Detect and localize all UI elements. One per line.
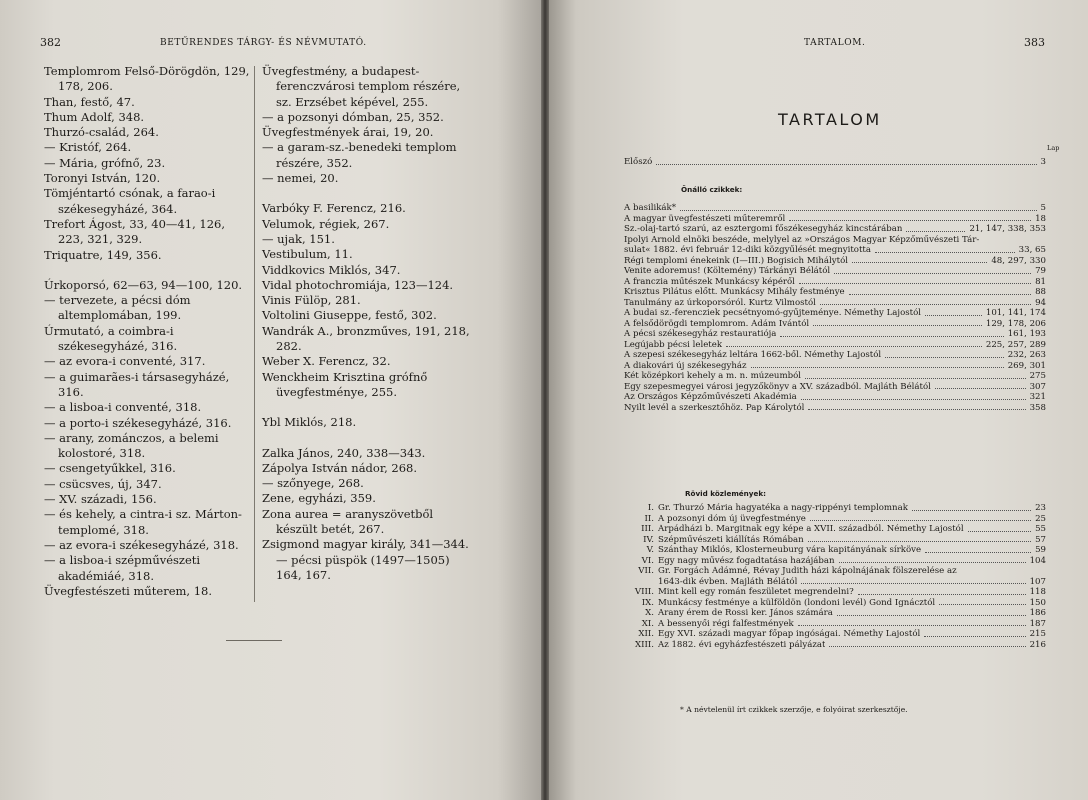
leader-dots — [935, 388, 1026, 389]
toc-entry-title: Egy XVI. századi magyar főpap ingóságai. Némethy Lajostól — [658, 629, 921, 639]
toc-row — [624, 382, 1046, 393]
leader-dots — [810, 520, 1031, 521]
index-entry: — a lisboa-i szépművészeti akadémiáé, 318. — [44, 553, 201, 583]
toc-entry-pages: 232, 263 — [1007, 350, 1046, 360]
toc-entry-title: Sz.-olaj-tartó szarú, az esztergomi főszékesegyház kincstárában — [624, 224, 903, 234]
toc-entry-number: XI. — [641, 618, 654, 629]
toc-row — [624, 566, 1046, 577]
toc-entry-title: Arany érem de Rossi ker. János számára — [658, 608, 833, 618]
leader-dots — [805, 378, 1026, 379]
index-entry: — tervezete, a pécsi dóm altemplomában, 199. — [44, 293, 191, 323]
column-divider — [254, 66, 255, 602]
toc-entry-number: III. — [641, 524, 654, 534]
toc-title: TARTALOM — [778, 110, 882, 129]
index-gap — [262, 431, 474, 446]
index-entry: — ujak, 151. — [262, 231, 335, 246]
index-entry: Vidal photochromiája, 123—124. — [262, 277, 454, 292]
section1-heading-wrap — [681, 182, 881, 198]
index-column-a — [44, 64, 250, 599]
left-page — [0, 0, 541, 800]
toc-entry-number: XII. — [638, 629, 654, 639]
toc-entry-title: Venite adoremus! (Költemény) Tárkányi Bélától — [624, 266, 831, 276]
leader-dots — [789, 220, 1031, 221]
end-rule — [226, 640, 282, 641]
index-entry: — a pozsonyi dómban, 25, 352. — [262, 109, 444, 124]
toc-entry-pages: 104 — [1029, 555, 1046, 566]
section-heading-short-notices: Rövid közlemények: — [685, 489, 767, 498]
toc-entry-pages: 215 — [1029, 629, 1046, 639]
toc-entry-pages: 129, 178, 206 — [985, 318, 1046, 329]
leader-dots — [680, 210, 1036, 211]
toc-section-articles — [624, 203, 1046, 413]
toc-entry-number: II. — [644, 513, 654, 524]
toc-entry-title: Krisztus Pilátus előtt. Munkácsy Mihály festménye — [624, 287, 845, 297]
index-entry: Zápolya István nádor, 268. — [262, 460, 417, 475]
leader-dots — [924, 636, 1025, 637]
index-entry: — a lisboa-i conventé, 318. — [44, 400, 202, 415]
toc-entry-number: X. — [645, 608, 654, 618]
index-entry: — a porto-i székesegyházé, 316. — [44, 415, 232, 430]
toc-entry-pages: 216 — [1029, 639, 1046, 650]
toc-entry-title: Ipolyi Arnold elnöki beszéde, melylyel az »Országos Magyar Képzőművészeti Tár- — [624, 234, 980, 245]
index-entry: — a garam-sz.-benedeki templom részére, 352. — [262, 140, 457, 170]
index-entry: — XV. századi, 156. — [44, 492, 157, 507]
toc-entry-pages: 225, 257, 289 — [985, 339, 1046, 350]
toc-entry-title: Szánthay Miklós, Klosterneuburg vára kapitányának sírköve — [658, 545, 922, 555]
toc-entry-title: A franczia műtészek Munkácsy képéről — [624, 276, 795, 287]
section2-heading-wrap — [685, 486, 885, 502]
toc-row — [624, 392, 1046, 403]
toc-entry-pages: 57 — [1035, 534, 1046, 545]
index-entry: Varbóky F. Ferencz, 216. — [262, 201, 406, 216]
toc-entry-title: A szepesi székesegyház leltára 1662-ből. Némethy Lajostól — [624, 350, 882, 360]
toc-entry-pages: 321 — [1029, 392, 1046, 402]
toc-row — [624, 598, 1046, 609]
toc-row — [624, 235, 1046, 246]
toc-row — [624, 319, 1046, 330]
leader-dots — [925, 552, 1031, 553]
toc-entry-pages: 79 — [1035, 266, 1046, 276]
index-gap — [262, 186, 474, 201]
toc-entry-title: Árpádházi b. Margitnak egy képe a XVII. századból. Némethy Lajostól — [658, 524, 964, 534]
leader-dots — [837, 615, 1026, 616]
toc-entry-pages: 307 — [1029, 381, 1046, 392]
toc-entry-number: VIII. — [634, 587, 654, 597]
toc-entry-number: V. — [646, 545, 654, 555]
index-entry: Ybl Miklós, 218. — [262, 415, 357, 430]
toc-row — [624, 350, 1046, 361]
toc-entry-pages: 88 — [1035, 287, 1046, 297]
index-entry: Templomrom Felső-Dörögdön, 129, 178, 206. — [44, 64, 250, 94]
toc-row — [624, 340, 1046, 351]
toc-row — [624, 203, 1046, 214]
index-entry: — az evora-i székesegyházé, 318. — [44, 537, 239, 552]
toc-entry-pages: 275 — [1029, 371, 1046, 381]
toc-entry-title: A pécsi székesegyház restauratiója — [624, 329, 777, 339]
toc-row — [624, 371, 1046, 382]
toc-entry-title: Egy nagy művész fogadtatása hazájában — [658, 555, 835, 566]
toc-row — [624, 329, 1046, 340]
toc-entry-pages: 161, 193 — [1007, 329, 1046, 339]
index-entry: Vestibulum, 11. — [262, 247, 353, 262]
index-entry: — csengetyűkkel, 316. — [44, 461, 176, 476]
leader-dots — [801, 399, 1026, 400]
toc-entry-pages: 59 — [1035, 545, 1046, 555]
leader-dots — [849, 294, 1031, 295]
toc-entry-title: A magyar üvegfestészeti műteremről — [624, 213, 786, 224]
index-entry: Thurzó-család, 264. — [44, 125, 159, 140]
index-entry: Triquatre, 149, 356. — [44, 247, 162, 262]
leader-dots — [780, 336, 1003, 337]
toc-entry-title: Az 1882. évi egyházfestészeti pályázat — [658, 639, 826, 650]
index-entry: — a guimarães-i társasegyházé, 316. — [44, 369, 230, 399]
toc-entry-title: Munkácsy festménye a külföldön (londoni levél) Gond Ignácztól — [658, 597, 936, 608]
toc-row — [624, 214, 1046, 225]
toc-row — [624, 403, 1046, 414]
toc-entry-number: IV. — [643, 534, 654, 545]
toc-entry-pages: 23 — [1035, 503, 1046, 513]
index-entry: Zene, egyházi, 359. — [262, 491, 376, 506]
index-entry: — az evora-i conventé, 317. — [44, 354, 206, 369]
toc-entry-pages: 107 — [1029, 576, 1046, 587]
leader-dots — [875, 252, 1015, 253]
leader-dots — [799, 283, 1031, 284]
toc-row — [624, 577, 1046, 588]
toc-entry-pages: 5 — [1040, 203, 1046, 213]
toc-entry-number: VI. — [641, 555, 654, 566]
lap-column-label: Lap — [1047, 144, 1060, 152]
index-entry: Trefort Ágost, 33, 40—41, 126, 223, 321, 329. — [44, 216, 225, 247]
toc-entry-number: IX. — [641, 597, 654, 608]
footnote: * A névtelenül írt czikkek szerzője, e folyóirat szerkesztője. — [680, 705, 908, 714]
toc-entry-pages: 186 — [1029, 608, 1046, 618]
index-entry: Than, festő, 47. — [44, 94, 135, 109]
index-entry: Zalka János, 240, 338—343. — [262, 445, 426, 460]
toc-entry-number: I. — [647, 503, 654, 513]
leader-dots — [813, 325, 982, 326]
toc-row — [624, 256, 1046, 267]
leader-dots — [885, 357, 1004, 358]
toc-entry-title: Az Országos Képzőművészeti Akadémia — [624, 392, 797, 402]
index-gap — [262, 400, 474, 415]
index-entry: — és kehely, a cintra-i sz. Márton-templomé, 318. — [44, 507, 242, 537]
toc-entry-title: A diakovári új székesegyház — [624, 360, 747, 371]
leader-dots — [906, 231, 965, 232]
index-entry: — nemei, 20. — [262, 171, 339, 186]
toc-row — [624, 640, 1046, 651]
toc-entry-title: Előszó — [624, 157, 653, 167]
toc-entry-number: VII. — [638, 566, 654, 576]
toc-entry-pages: 101, 141, 174 — [985, 308, 1046, 318]
index-entry: Úrmutató, a coimbra-i székesegyházé, 316. — [44, 323, 178, 354]
toc-entry-title: Egy szepesmegyei városi jegyzőkönyv a XV. századból. Majláth Bélától — [624, 381, 931, 392]
toc-entry-pages: 358 — [1029, 402, 1046, 413]
toc-row — [624, 266, 1046, 277]
leader-dots — [798, 625, 1026, 626]
toc-entry-pages: 187 — [1029, 618, 1046, 629]
toc-row — [624, 361, 1046, 372]
toc-intro — [624, 157, 1046, 168]
leader-dots — [820, 304, 1031, 305]
toc-entry-title: Nyilt levél a szerkesztőhöz. Pap Károlytól — [624, 402, 805, 413]
index-entry: Toronyi István, 120. — [44, 171, 161, 186]
toc-entry-title: A basilikák* — [624, 203, 677, 213]
toc-row — [624, 287, 1046, 298]
toc-row — [624, 298, 1046, 309]
toc-row — [624, 629, 1046, 640]
leader-dots — [801, 583, 1025, 584]
toc-entry-pages: 81 — [1035, 276, 1046, 287]
index-entry: Wenckheim Krisztina grófnő üvegfestménye, 255. — [262, 369, 428, 399]
index-entry: — Mária, grófnő, 23. — [44, 155, 166, 170]
index-entry: Velumok, régiek, 267. — [262, 216, 390, 231]
toc-entry-pages: 48, 297, 330 — [991, 255, 1046, 266]
toc-row — [624, 277, 1046, 288]
toc-row — [624, 308, 1046, 319]
toc-entry-pages: 25 — [1035, 513, 1046, 524]
toc-row — [624, 503, 1046, 514]
index-entry: Viddkovics Miklós, 347. — [262, 262, 401, 277]
leader-dots — [656, 164, 1036, 165]
toc-entry-number: XIII. — [634, 639, 654, 650]
index-entry: Üvegfestmények árai, 19, 20. — [262, 125, 434, 140]
toc-entry-title: Gr. Forgách Ádámné, Révay Judith házi kápolnájának fölszerelése az — [658, 566, 957, 576]
toc-entry-title: Mint kell egy román feszületet megrendelni? — [658, 587, 854, 597]
leader-dots — [912, 510, 1031, 511]
right-page — [549, 0, 1088, 800]
left-running-head: BETŰRENDES TÁRGY- ÉS NÉVMUTATÓ. — [160, 38, 367, 48]
index-entry: Zona aurea = aranyszövetből készült betét, 267. — [262, 506, 434, 537]
section-heading-articles: Önálló czikkek: — [681, 185, 743, 194]
toc-entry-title: sulat« 1882. évi február 12-diki közgyűlését megnyitotta — [624, 245, 872, 255]
left-page-number: 382 — [40, 36, 61, 49]
leader-dots — [808, 409, 1025, 410]
index-entry: Zsigmond magyar király, 341—344. — pécsi püspök (1497—1505) 164, 167. — [262, 537, 469, 582]
toc-entry-pages: 18 — [1035, 213, 1046, 224]
leader-dots — [751, 367, 1004, 368]
index-entry: — szőnyege, 268. — [262, 476, 364, 491]
leader-dots — [808, 541, 1031, 542]
index-entry: Üvegfestészeti műterem, 18. — [44, 583, 213, 598]
toc-entry-pages: 21, 147, 338, 353 — [969, 224, 1046, 234]
leader-dots — [925, 315, 982, 316]
index-entry: Thum Adolf, 348. — [44, 109, 145, 124]
toc-row — [624, 245, 1046, 256]
leader-dots — [968, 531, 1031, 532]
index-entry: Üvegfestmény, a budapest-ferenczvárosi templom részére, sz. Erzsébet képével, 255. — [262, 64, 461, 109]
toc-entry-pages: 3 — [1040, 157, 1046, 167]
index-entry: Vinis Fülöp, 281. — [262, 293, 361, 308]
toc-entry-pages: 118 — [1029, 587, 1046, 597]
index-column-b — [262, 64, 474, 583]
toc-entry-title: A bessenyői régi falfestmények — [658, 618, 794, 629]
leader-dots — [829, 646, 1025, 647]
toc-entry-title: A pozsonyi dóm új üvegfestménye — [658, 513, 806, 524]
book-gutter — [541, 0, 549, 800]
index-gap — [44, 263, 250, 278]
toc-row — [624, 514, 1046, 525]
toc-entry-title: Szépművészeti kiállítás Rómában — [658, 534, 804, 545]
toc-row — [624, 545, 1046, 556]
right-running-head: TARTALOM. — [804, 38, 866, 48]
toc-row — [624, 524, 1046, 535]
leader-dots — [852, 262, 987, 263]
toc-row — [624, 608, 1046, 619]
toc-entry-title: Legújabb pécsi leletek — [624, 339, 723, 350]
index-entry: Úrkoporsó, 62—63, 94—100, 120. — [44, 277, 243, 292]
toc-entry-title: A felsődörögdi templomrom. Ádám Ivántól — [624, 318, 810, 329]
toc-row-intro — [624, 157, 1046, 168]
index-entry: Wandrák A., bronzműves, 191, 218, 282. — [262, 323, 470, 354]
index-entry: — csücsves, új, 347. — [44, 476, 162, 491]
toc-entry-pages: 55 — [1035, 524, 1046, 534]
toc-row — [624, 619, 1046, 630]
toc-entry-pages: 269, 301 — [1007, 360, 1046, 371]
toc-entry-title: Régi templomi énekeink (I—III.) Bogisich Mihálytól — [624, 255, 849, 266]
leader-dots — [726, 346, 982, 347]
toc-entry-title: Tanulmány az úrkoporsóról. Kurtz Vilmostól — [624, 297, 816, 308]
index-entry: Voltolini Giuseppe, festő, 302. — [262, 308, 437, 323]
toc-row — [624, 556, 1046, 567]
toc-entry-title: Gr. Thurzó Mária hagyatéka a nagy-rippényi templomnak — [658, 503, 908, 513]
leader-dots — [839, 562, 1026, 563]
index-entry: — Kristóf, 264. — [44, 140, 132, 155]
toc-entry-title: Két középkori kehely a m. n. múzeumból — [624, 371, 802, 381]
toc-section-short-notices — [624, 503, 1046, 650]
toc-entry-pages: 94 — [1035, 297, 1046, 308]
leader-dots — [834, 273, 1031, 274]
leader-dots — [858, 594, 1026, 595]
toc-row — [624, 587, 1046, 598]
toc-entry-pages: 33, 65 — [1018, 245, 1046, 255]
index-entry: Tömjéntartó csónak, a farao-i székesegyházé, 364. — [44, 186, 216, 216]
toc-entry-title: A budai sz.-ferencziek pecsétnyomó-gyűjteménye. Némethy Lajostól — [624, 308, 922, 318]
toc-row — [624, 224, 1046, 235]
index-entry: Weber X. Ferencz, 32. — [262, 354, 391, 369]
index-entry: — arany, zománczos, a belemi kolostoré, 318. — [44, 430, 219, 461]
toc-entry-pages: 150 — [1029, 597, 1046, 608]
toc-row — [624, 535, 1046, 546]
toc-entry-title: 1643-dik évben. Majláth Bélától — [658, 576, 798, 587]
right-page-number: 383 — [1024, 36, 1045, 49]
leader-dots — [939, 604, 1025, 605]
